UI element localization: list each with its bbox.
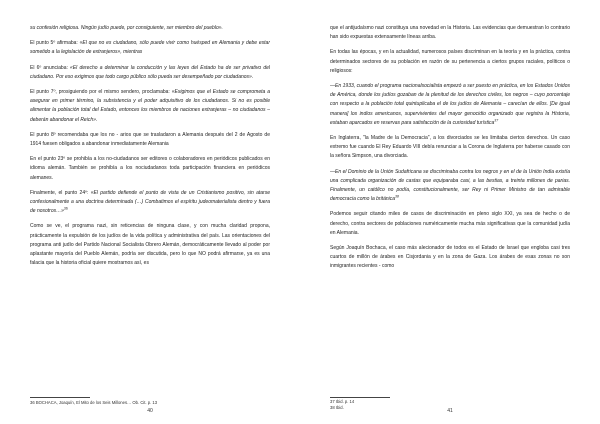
paragraph: El punto 8º recomendaba que los no - arios que se trasladaron a Alemania después del 2 de Agosto de 1914 fuesen obligados a abandonar inmediatamente Alemania [30,131,270,148]
left-text-column [30,24,270,364]
paragraph: Podemos seguir citando miles de casos de discriminación en pleno siglo XXI, ya sea de hecho o de derecho, contra sectores de poblaciones numéricamente mucha más significativas que la comunidad judía en Alemania. [330,211,570,236]
quote: —En el Dominio de la Unión Sudafricana se discriminaba contra los negros y en el de la Unión India existía una complicada organización de castas que equiparaba casi, a las bestias, a treinta millones de parias. Finalmente, un católico no podía, constitucionalmente, ser Rey ni Primer Ministro de tan admirable democracia como la británica [330,168,570,203]
footnote-ref: 38 [395,194,399,199]
paragraph [30,88,270,125]
right-text-column [330,24,570,364]
footnote-ref: 37 [494,118,499,123]
quote: «El derecho a determinar la conducción y las leyes del Estado ha de ser privativo del ciudadano. Por eso exigimos que todo cargo público sólo pueda ser desempeñado por ciudadanos». [30,64,270,80]
footnote-rule [330,397,390,398]
paragraph [330,168,570,205]
right-page [300,0,600,424]
page-number: 40 [147,408,153,414]
footnote-rule [30,397,90,398]
footnote-ref: 36 [63,206,68,211]
paragraph-lead: El punto 7º, prosiguiendo por el mismo sendero, proclamaba: [30,89,172,96]
paragraph [330,82,570,128]
footnote: 37 Ibid. p. 14 [330,399,355,404]
paragraph-lead: El punto 5º afirmaba: [30,40,80,47]
paragraph-lead: El 6º anunciaba: [30,64,71,71]
paragraph [30,189,270,217]
quote: «El partido defiende el punto de vista de un Cristianismo positivo, sin atarse confesionalmente a una doctrina determinada (…) Combatimos el espíritu judeomaterialista dentro y fuera de nosotros…» [30,189,270,215]
paragraph-lead: Finalmente, el punto 24º: [30,189,91,196]
paragraph: que el antijudaísmo nazi constituya una novedad en la Historia. Las evidencias que demuestran lo contrario han sido expuestas extensamente líneas arriba. [330,25,570,41]
footnote: 36 BOCHACA, Joaquín, El Mito de los Seis Millones… Ob. Cit. p. 13 [30,400,158,405]
paragraph: En el punto 23º se prohibía a los no-ciudadanos ser editores o colaboradores en periódicos publicados en idioma alemán. También se prohibía a los nociudadanos toda participación financiera en periódicos alemanes. [30,156,270,181]
quote: «El que no es ciudadano, sólo puede vivir como huésped en Alemania y debe estar sometido a la legislación de extranjeros», mientras [30,40,270,56]
quote: —En 1933, cuando el programa nacionalsocialista empezó a ser puesto en práctica, en los Estados Unidos de América, donde los judíos gozaban de la plenitud de los derechos civiles, los negros – cuyo porcentaje con respecto a la población total quintuplicaba el de los judíos de Alemania – carecían de ellos. [De igual manera] los indios americanos, supervivientes del mayor genocidio organizado que registra la Historia, estaban aparcados en reservas para satisfacción de la curiosidad turística [330,83,570,126]
paragraph: En Inglaterra, "la Madre de la Democracia", a los divorciados se les limitaba ciertos derechos. Un caso extremo fue cuando El Rey Eduardo VIII debía renunciar a la Corona de Inglaterra por haberse casado con la señora Simpson, una divorciada. [330,135,570,160]
paragraph: Como se ve, el programa nazi, sin reticencias de ninguna clase, y con mucha claridad propona, prácticamente la expulsión de los judíos de la vida política y administrativa del país. Las orientaciones del programa anti judío del Partido Nacional Socialista Obrero Alemán, democráticamente llevado al poder por aplastante mayoría del Pueblo Alemán, podría ser discutida, pero lo que NO podrá afirmarse, ya es una falacia que la historia oficial quiere mostrarnos así, es [30,223,270,267]
paragraph: Según Joaquín Bochaca, el caso más alecionador de todos es el Estado de Israel que engloba casi tres cuartos de millón de árabes en Cisjordania y en la zona de Gaza. Los árabes de esas zonas no son inmigrantes recientes - como [330,245,570,270]
paragraph: En todas las épocas, y en la actualidad, numerosos países discriminan en la teoría y en la práctica, contra determinados sectores de su población en razón de su pertenencia a ciertos grupos raciales, políticos o religiosos: [330,49,570,74]
paragraph [30,64,270,82]
paragraph [30,39,270,57]
footnote: 38 Ibid. [330,405,344,410]
quote: «Exigimos que el Estado se comprometa a asegurar en primer término, la subsistencia y el poder adquisitivo de los ciudadanos. Si no es posible alimentar la población total del Estado, entonces los miembros de naciones extranjeras – no ciudadanos – deberán abandonar el Reich». [30,89,270,123]
paragraph: su confesión religiosa. Ningún judío puede, por consiguiente, ser miembro del pueblo». [30,25,223,31]
page-number: 41 [447,408,453,414]
